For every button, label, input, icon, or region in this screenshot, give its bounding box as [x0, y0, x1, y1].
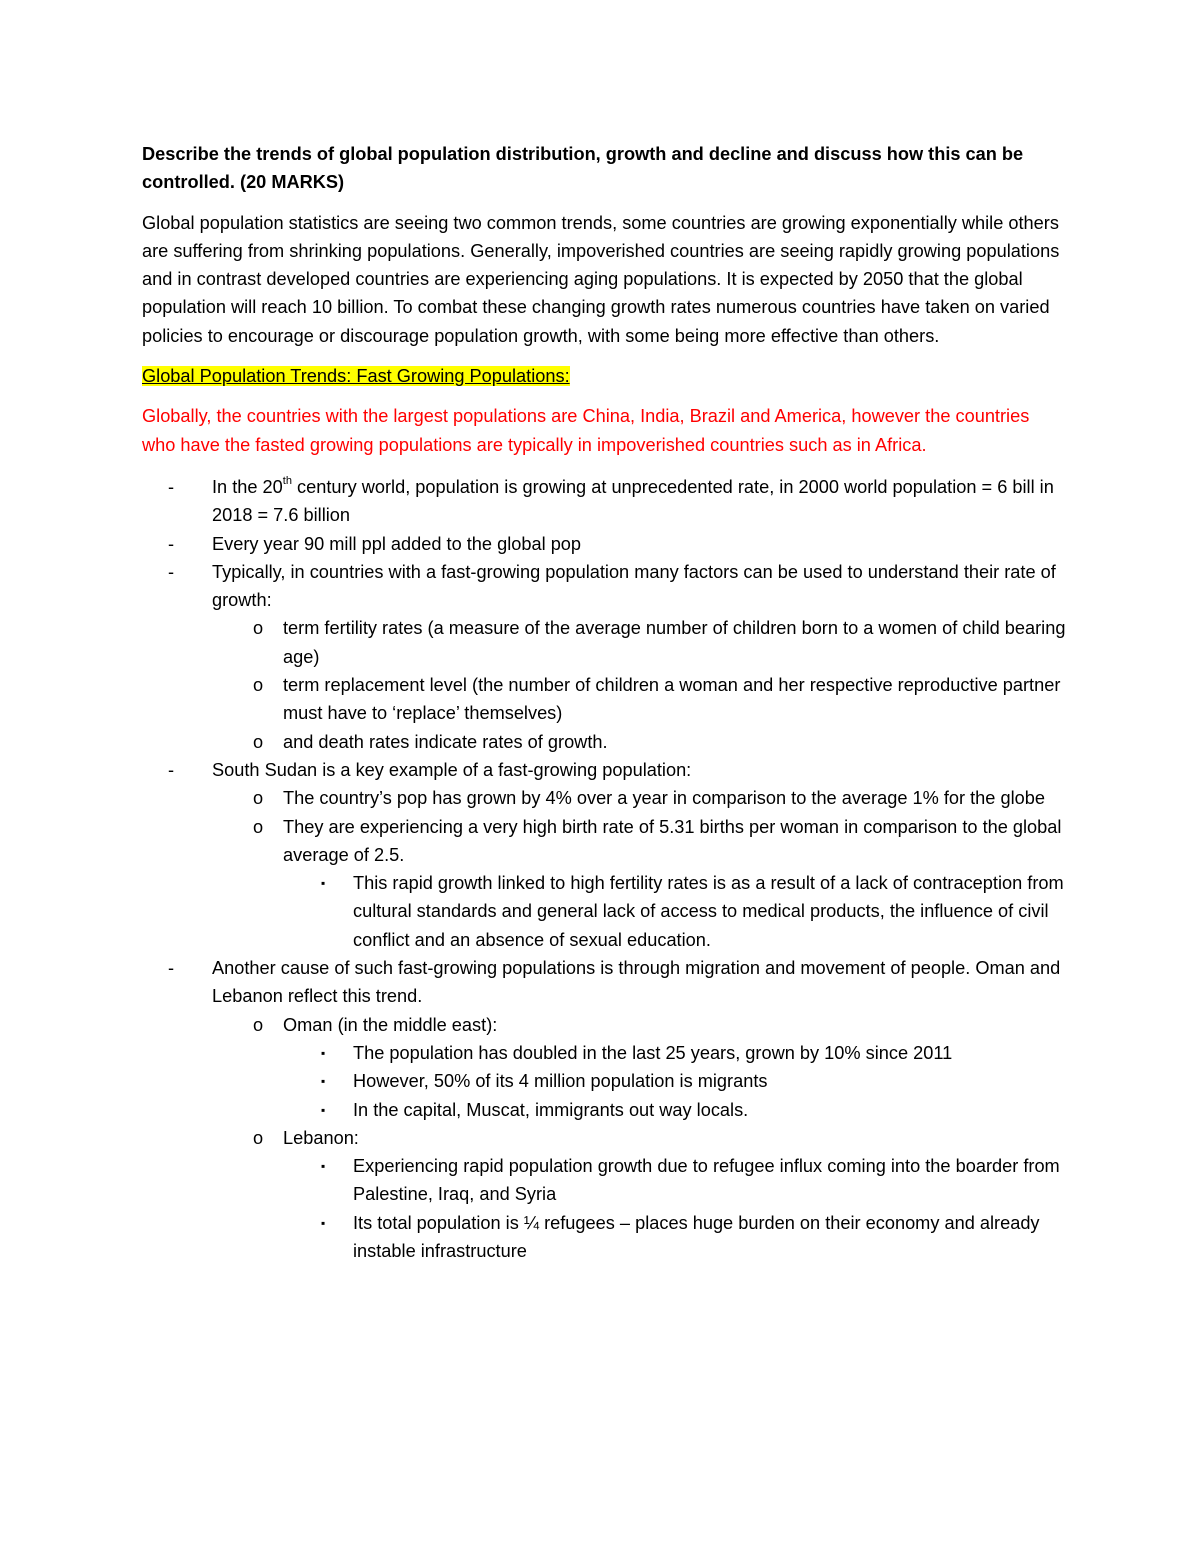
sub-sub-list: [283, 1152, 1067, 1265]
list-item: [142, 954, 1067, 1265]
sub-list-item: [253, 1011, 1067, 1124]
sub-list-item: [253, 728, 1067, 756]
square-marker: ▪: [321, 1074, 326, 1089]
square-marker: ▪: [321, 1159, 326, 1174]
circle-marker: o: [253, 1127, 264, 1148]
sub-list-item-text: They are experiencing a very high birth rate of 5.31 births per woman in comparison to the global average of 2.5.: [283, 816, 1062, 865]
sub-list: [212, 614, 1067, 755]
dash-marker: -: [168, 533, 175, 554]
sub-list-item: [253, 614, 1067, 671]
sub-sub-list-item-text: Experiencing rapid population growth due to refugee influx coming into the boarder from Palestine, Iraq, and Syria: [353, 1156, 1060, 1205]
sub-sub-list-item-text: The population has doubled in the last 25 years, grown by 10% since 2011: [353, 1042, 953, 1063]
sub-sub-list-item: [321, 1209, 1067, 1266]
sub-list-item-text: Oman (in the middle east):: [283, 1014, 498, 1035]
sub-list-item-text: Lebanon:: [283, 1127, 359, 1148]
square-marker: ▪: [321, 1215, 326, 1230]
document-page: [142, 140, 1067, 1265]
circle-marker: o: [253, 1014, 264, 1035]
sub-list-item: [253, 671, 1067, 728]
list-item: [142, 756, 1067, 954]
dash-marker: -: [168, 476, 175, 497]
circle-marker: o: [253, 816, 264, 837]
list-item-text: Another cause of such fast-growing populations is through migration and movement of people. Oman and Lebanon reflect this trend.: [212, 958, 1061, 1007]
sub-sub-list-item: [321, 1152, 1067, 1209]
sub-list-item: [253, 784, 1067, 812]
sub-sub-list-item-text: This rapid growth linked to high fertility rates is as a result of a lack of contraception from cultural standards and general lack of access to medical products, the influence of civil conflict and an absence of sexual education.: [353, 873, 1064, 950]
list-item-text-b: century world, population is growing at unprecedented rate, in 2000 world population = 6 bill in 2018 = 7.6 billion: [212, 476, 1054, 526]
dash-marker: -: [168, 759, 175, 780]
sub-list: [212, 1011, 1067, 1266]
list-item: [142, 473, 1067, 530]
sub-list-item-text: and death rates indicate rates of growth.: [283, 731, 608, 752]
sub-list-item-text: The country’s pop has grown by 4% over a year in comparison to the average 1% for the globe: [283, 788, 1045, 809]
list-item-text-a: In the 20: [212, 476, 283, 497]
bullet-list: [142, 473, 1067, 1265]
sub-list-item-text: term fertility rates (a measure of the average number of children born to a women of child bearing age): [283, 618, 1066, 667]
question-title: Describe the trends of global population distribution, growth and decline and discuss how this can be controlled. (20 MARKS): [142, 144, 1024, 193]
sub-sub-list-item-text: Its total population is ¼ refugees – places huge burden on their economy and already instable infrastructure: [353, 1212, 1040, 1261]
dash-marker: -: [168, 561, 175, 582]
circle-marker: o: [253, 618, 264, 639]
sub-sub-list-item: [321, 1039, 1067, 1067]
section-heading-text: Global Population Trends: Fast Growing Populations:: [142, 366, 570, 387]
sub-sub-list-item-text: In the capital, Muscat, immigrants out way locals.: [353, 1099, 749, 1120]
sub-sub-list: [283, 869, 1067, 954]
list-item: [142, 558, 1067, 756]
sub-list-item: [253, 1124, 1067, 1265]
square-marker: ▪: [321, 1102, 326, 1117]
circle-marker: o: [253, 675, 264, 696]
square-marker: ▪: [321, 1045, 326, 1060]
dash-marker: -: [168, 958, 175, 979]
list-item-text: Typically, in countries with a fast-growing population many factors can be used to understand their rate of growth:: [212, 561, 1056, 611]
superscript-th: th: [282, 474, 292, 487]
circle-marker: o: [253, 788, 264, 809]
sub-sub-list-item: [321, 1067, 1067, 1095]
sub-sub-list: [283, 1039, 1067, 1124]
sub-list-item: [253, 813, 1067, 954]
sub-sub-list-item: [321, 869, 1067, 954]
intro-paragraph: Global population statistics are seeing two common trends, some countries are growing exponentially while others are suffering from shrinking populations. Generally, impoverished countries are seeing rapidly growing populations and in contrast developed countries are experiencing aging populations. It is expected by 2050 that the global population will reach 10 billion. To combat these changing growth rates numerous countries have taken on varied policies to encourage or discourage population growth, with some being more effective than others.: [142, 212, 1060, 346]
red-paragraph: Globally, the countries with the largest populations are China, India, Brazil and America, however the countries who have the fasted growing populations are typically in impoverished countries such as in Africa.: [142, 406, 1030, 455]
list-item: [142, 530, 1067, 558]
sub-sub-list-item: [321, 1096, 1067, 1124]
sub-list: [212, 784, 1067, 954]
sub-list-item-text: term replacement level (the number of children a woman and her respective reproductive partner must have to ‘replace’ themselves): [283, 675, 1061, 724]
list-item-text: Every year 90 mill ppl added to the global pop: [212, 533, 582, 554]
list-item-text: South Sudan is a key example of a fast-growing population:: [212, 759, 692, 780]
circle-marker: o: [253, 731, 264, 752]
section-heading: [142, 362, 1067, 390]
sub-sub-list-item-text: However, 50% of its 4 million population is migrants: [353, 1071, 768, 1092]
square-marker: ▪: [321, 876, 326, 891]
